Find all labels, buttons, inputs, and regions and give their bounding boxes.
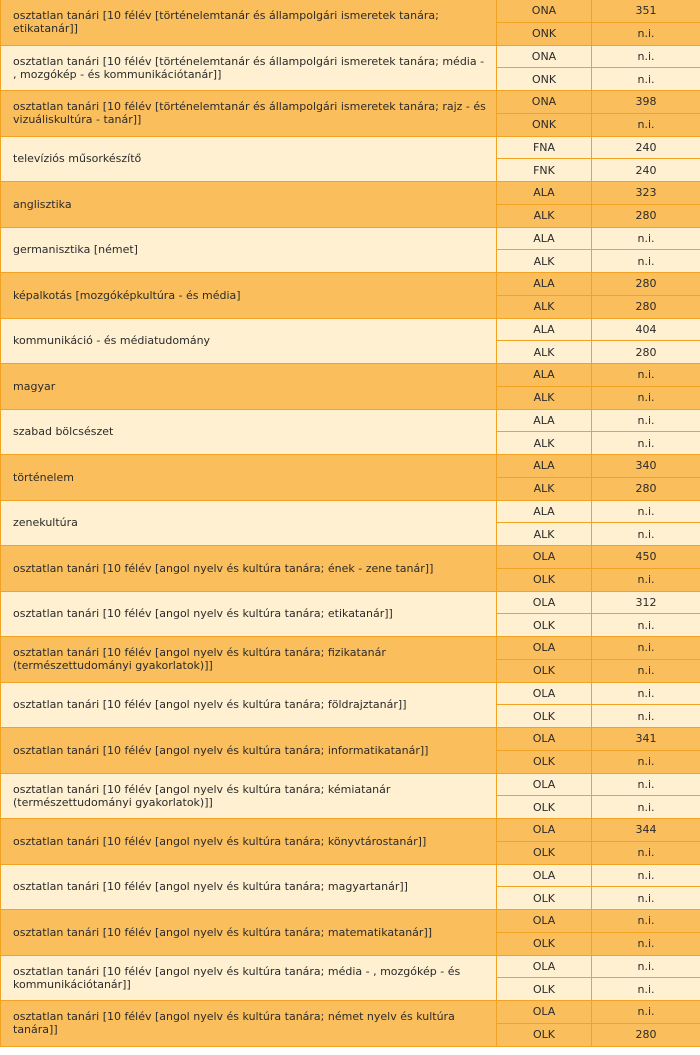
program-name-cell: germanisztika [német] (1, 227, 497, 273)
score-cell: n.i. (592, 887, 700, 910)
score-cell: n.i. (592, 637, 700, 660)
program-code-cell: OLA (497, 910, 592, 933)
program-code-cell: ALA (497, 500, 592, 523)
score-cell: n.i. (592, 250, 700, 273)
program-code-cell: ONK (497, 68, 592, 91)
score-cell: n.i. (592, 1001, 700, 1024)
program-code-cell: OLK (497, 568, 592, 591)
program-code-cell: ONA (497, 0, 592, 22)
score-cell: n.i. (592, 386, 700, 409)
program-code-cell: OLA (497, 682, 592, 705)
program-code-cell: OLK (497, 1023, 592, 1046)
score-cell: 450 (592, 546, 700, 569)
program-name-cell: osztatlan tanári [10 félév [angol nyelv és kultúra tanára; ének - zene tanár]] (1, 546, 497, 592)
program-code-cell: ONA (497, 91, 592, 114)
program-code-cell: ONK (497, 22, 592, 45)
score-cell: n.i. (592, 614, 700, 637)
program-code-cell: ALA (497, 455, 592, 478)
score-cell: n.i. (592, 864, 700, 887)
table-row (1, 910, 700, 933)
program-name-cell: osztatlan tanári [10 félév [angol nyelv és kultúra tanára; könyvtárostanár]] (1, 819, 497, 865)
program-code-cell: ONA (497, 45, 592, 68)
score-cell: 398 (592, 91, 700, 114)
score-cell: n.i. (592, 409, 700, 432)
program-code-cell: ONK (497, 113, 592, 136)
program-code-cell: OLK (497, 932, 592, 955)
score-cell: 280 (592, 273, 700, 296)
table-row (1, 45, 700, 68)
program-code-cell: ALA (497, 409, 592, 432)
program-name-cell: képalkotás [mozgóképkultúra - és média] (1, 273, 497, 319)
program-name-cell: osztatlan tanári [10 félév [angol nyelv és kultúra tanára; kémiatanár (természettudományi gyakorlatok)]] (1, 773, 497, 819)
program-name-cell: zenekultúra (1, 500, 497, 546)
program-name-cell: történelem (1, 455, 497, 501)
table-row (1, 773, 700, 796)
program-code-cell: OLK (497, 659, 592, 682)
program-code-cell: OLA (497, 1001, 592, 1024)
program-code-cell: ALK (497, 204, 592, 227)
table-row (1, 227, 700, 250)
score-cell: n.i. (592, 432, 700, 455)
program-code-cell: ALA (497, 273, 592, 296)
program-points-body (1, 0, 700, 1046)
score-cell: n.i. (592, 45, 700, 68)
program-code-cell: OLA (497, 773, 592, 796)
program-code-cell: OLK (497, 705, 592, 728)
program-code-cell: FNK (497, 159, 592, 182)
program-name-cell: osztatlan tanári [10 félév [történelemtanár és állampolgári ismeretek tanára; média - , mozgókép - és kommunikációtanár]] (1, 45, 497, 91)
program-name-cell: osztatlan tanári [10 félév [angol nyelv és kultúra tanára; magyartanár]] (1, 864, 497, 910)
score-cell: 280 (592, 477, 700, 500)
program-code-cell: ALA (497, 227, 592, 250)
score-cell: 351 (592, 0, 700, 22)
table-row (1, 455, 700, 478)
program-code-cell: ALA (497, 364, 592, 387)
score-cell: n.i. (592, 227, 700, 250)
program-name-cell: osztatlan tanári [10 félév [angol nyelv és kultúra tanára; matematikatanár]] (1, 910, 497, 956)
score-cell: 240 (592, 159, 700, 182)
program-name-cell: osztatlan tanári [10 félév [történelemtanár és állampolgári ismeretek tanára; rajz - és vizuáliskultúra - tanár]] (1, 91, 497, 137)
program-code-cell: OLA (497, 637, 592, 660)
score-cell: n.i. (592, 523, 700, 546)
score-cell: 323 (592, 182, 700, 205)
program-code-cell: ALA (497, 182, 592, 205)
program-name-cell: osztatlan tanári [10 félév [történelemtanár és állampolgári ismeretek tanára; etikatanár]] (1, 0, 497, 45)
table-row (1, 91, 700, 114)
score-cell: n.i. (592, 659, 700, 682)
score-cell: 280 (592, 341, 700, 364)
program-name-cell: szabad bölcsészet (1, 409, 497, 455)
program-code-cell: ALA (497, 318, 592, 341)
score-cell: n.i. (592, 682, 700, 705)
score-cell: n.i. (592, 68, 700, 91)
program-code-cell: OLK (497, 887, 592, 910)
score-cell: 280 (592, 204, 700, 227)
program-name-cell: osztatlan tanári [10 félév [angol nyelv és kultúra tanára; földrajztanár]] (1, 682, 497, 728)
score-cell: 404 (592, 318, 700, 341)
table-row (1, 546, 700, 569)
table-row (1, 364, 700, 387)
score-cell: n.i. (592, 773, 700, 796)
program-code-cell: OLA (497, 864, 592, 887)
program-code-cell: OLK (497, 978, 592, 1001)
score-cell: 341 (592, 728, 700, 751)
score-cell: 280 (592, 295, 700, 318)
program-name-cell: osztatlan tanári [10 félév [angol nyelv és kultúra tanára; fizikatanár (természettudományi gyakorlatok)]] (1, 637, 497, 683)
table-row (1, 682, 700, 705)
program-name-cell: kommunikáció - és médiatudomány (1, 318, 497, 364)
score-cell: n.i. (592, 750, 700, 773)
program-name-cell: osztatlan tanári [10 félév [angol nyelv és kultúra tanára; etikatanár]] (1, 591, 497, 637)
program-code-cell: ALK (497, 523, 592, 546)
program-code-cell: OLK (497, 841, 592, 864)
score-cell: 312 (592, 591, 700, 614)
score-cell: n.i. (592, 500, 700, 523)
program-code-cell: OLA (497, 728, 592, 751)
score-cell: 280 (592, 1023, 700, 1046)
program-name-cell: osztatlan tanári [10 félév [angol nyelv és kultúra tanára; informatikatanár]] (1, 728, 497, 774)
table-row (1, 182, 700, 205)
table-row (1, 136, 700, 159)
table-row (1, 864, 700, 887)
program-code-cell: OLA (497, 591, 592, 614)
program-name-cell: osztatlan tanári [10 félév [angol nyelv és kultúra tanára; német nyelv és kultúra tanára]] (1, 1001, 497, 1047)
score-cell: n.i. (592, 910, 700, 933)
score-cell: n.i. (592, 955, 700, 978)
score-cell: n.i. (592, 978, 700, 1001)
table-row (1, 409, 700, 432)
program-code-cell: ALK (497, 341, 592, 364)
score-cell: n.i. (592, 113, 700, 136)
table-row (1, 819, 700, 842)
score-cell: n.i. (592, 364, 700, 387)
table-row (1, 1001, 700, 1024)
program-code-cell: ALK (497, 295, 592, 318)
program-code-cell: FNA (497, 136, 592, 159)
program-code-cell: OLK (497, 750, 592, 773)
table-row (1, 728, 700, 751)
table-row (1, 318, 700, 341)
score-cell: 340 (592, 455, 700, 478)
program-code-cell: OLA (497, 546, 592, 569)
program-code-cell: ALK (497, 477, 592, 500)
program-code-cell: OLA (497, 819, 592, 842)
score-cell: 344 (592, 819, 700, 842)
program-name-cell: magyar (1, 364, 497, 410)
score-cell: n.i. (592, 22, 700, 45)
score-cell: n.i. (592, 796, 700, 819)
program-code-cell: OLA (497, 955, 592, 978)
table-row (1, 955, 700, 978)
program-code-cell: ALK (497, 250, 592, 273)
table-row (1, 637, 700, 660)
program-name-cell: osztatlan tanári [10 félév [angol nyelv és kultúra tanára; média - , mozgókép - és kommunikációtanár]] (1, 955, 497, 1001)
program-code-cell: OLK (497, 796, 592, 819)
program-name-cell: televíziós műsorkészítő (1, 136, 497, 182)
program-code-cell: ALK (497, 386, 592, 409)
table-row (1, 273, 700, 296)
score-cell: n.i. (592, 932, 700, 955)
score-cell: n.i. (592, 568, 700, 591)
table-row (1, 500, 700, 523)
score-cell: 240 (592, 136, 700, 159)
program-code-cell: OLK (497, 614, 592, 637)
score-cell: n.i. (592, 705, 700, 728)
table-row (1, 591, 700, 614)
score-cell: n.i. (592, 841, 700, 864)
program-name-cell: anglisztika (1, 182, 497, 228)
program-code-cell: ALK (497, 432, 592, 455)
table-row (1, 0, 700, 22)
